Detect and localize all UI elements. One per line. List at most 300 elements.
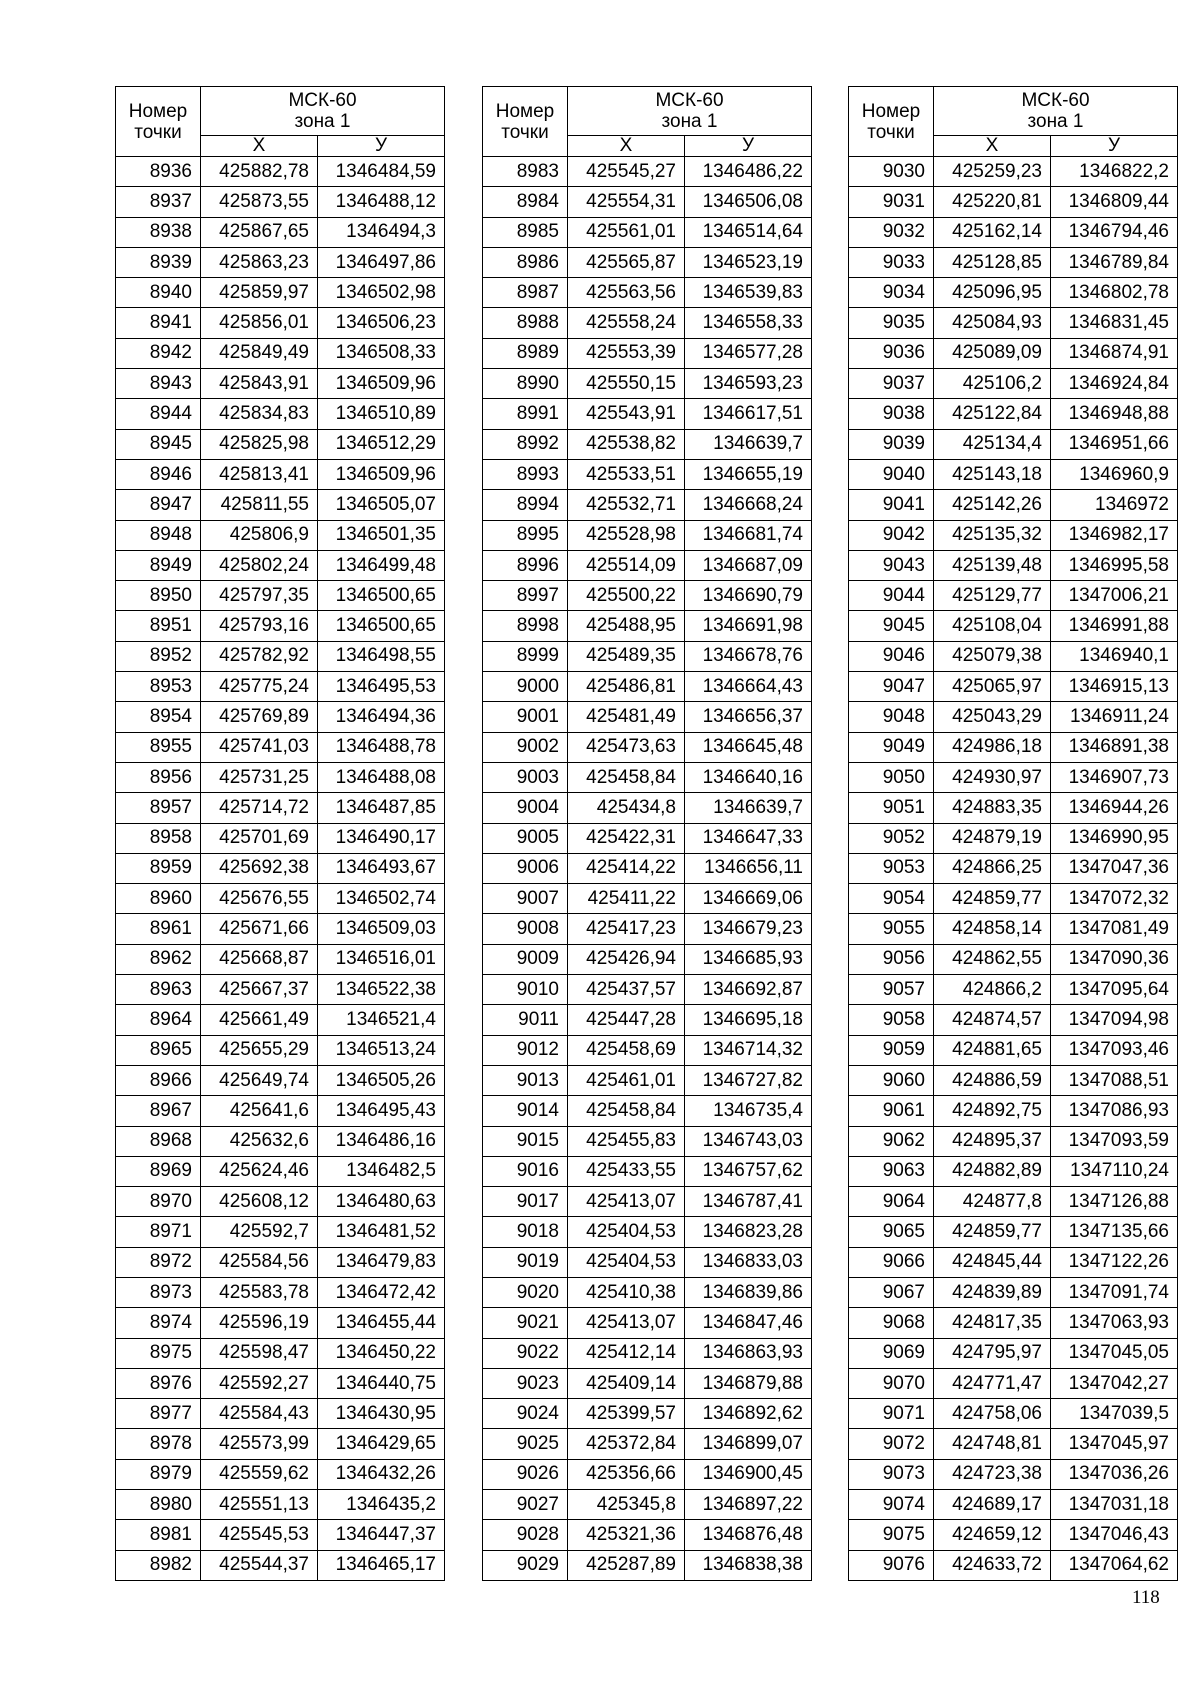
x-coordinate-cell: 425667,37	[201, 975, 318, 1005]
point-number-cell: 9012	[483, 1035, 568, 1065]
point-number-cell: 9008	[483, 914, 568, 944]
table-row	[116, 429, 445, 459]
y-coordinate-cell: 1346787,41	[685, 1187, 812, 1217]
y-coordinate-cell: 1346907,73	[1051, 762, 1178, 792]
x-coordinate-cell: 425561,01	[568, 217, 685, 247]
y-coordinate-cell: 1346645,48	[685, 732, 812, 762]
x-coordinate-cell: 425065,97	[934, 672, 1051, 702]
x-coordinate-cell: 424771,47	[934, 1368, 1051, 1398]
y-coordinate-cell: 1346498,55	[318, 641, 445, 671]
point-number-cell: 8961	[116, 914, 201, 944]
point-number-cell: 8965	[116, 1035, 201, 1065]
x-coordinate-cell: 425863,23	[201, 247, 318, 277]
table-row	[849, 1277, 1178, 1307]
y-coordinate-cell: 1346494,36	[318, 702, 445, 732]
point-number-cell: 9045	[849, 611, 934, 641]
point-number-header: Номер точки	[116, 87, 201, 157]
x-coordinate-cell: 425461,01	[568, 1065, 685, 1095]
x-coordinate-cell: 425731,25	[201, 762, 318, 792]
y-coordinate-cell: 1347042,27	[1051, 1368, 1178, 1398]
point-number-header: Номер точки	[849, 87, 934, 157]
y-coordinate-cell: 1346899,07	[685, 1429, 812, 1459]
point-number-cell: 9007	[483, 884, 568, 914]
y-coordinate-cell: 1346484,59	[318, 157, 445, 187]
table-row	[116, 1429, 445, 1459]
point-number-cell: 9005	[483, 823, 568, 853]
table-row	[483, 278, 812, 308]
table-row	[483, 884, 812, 914]
table-row	[849, 914, 1178, 944]
x-coordinate-cell: 425356,66	[568, 1459, 685, 1489]
table-row	[849, 369, 1178, 399]
y-coordinate-cell: 1346514,64	[685, 217, 812, 247]
y-coordinate-cell: 1346494,3	[318, 217, 445, 247]
table-row	[116, 308, 445, 338]
x-coordinate-cell: 425412,14	[568, 1338, 685, 1368]
point-number-cell: 8998	[483, 611, 568, 641]
x-coordinate-cell: 425793,16	[201, 611, 318, 641]
point-number-cell: 8994	[483, 490, 568, 520]
y-coordinate-cell: 1346647,33	[685, 823, 812, 853]
x-coordinate-cell: 425701,69	[201, 823, 318, 853]
table-row	[116, 338, 445, 368]
table-row	[116, 399, 445, 429]
table-row	[849, 1005, 1178, 1035]
y-coordinate-cell: 1346809,44	[1051, 187, 1178, 217]
y-coordinate-cell: 1346455,44	[318, 1308, 445, 1338]
x-coordinate-cell: 425849,49	[201, 338, 318, 368]
y-coordinate-cell: 1346502,74	[318, 884, 445, 914]
y-coordinate-cell: 1346695,18	[685, 1005, 812, 1035]
x-coordinate-cell: 425372,84	[568, 1429, 685, 1459]
y-coordinate-cell: 1346960,9	[1051, 459, 1178, 489]
x-coordinate-cell: 425411,22	[568, 884, 685, 914]
x-coordinate-cell: 425500,22	[568, 581, 685, 611]
table-row	[849, 157, 1178, 187]
point-number-cell: 8999	[483, 641, 568, 671]
y-header: У	[318, 136, 445, 157]
point-number-cell: 9000	[483, 672, 568, 702]
x-coordinate-cell: 425321,36	[568, 1520, 685, 1550]
table-row	[849, 490, 1178, 520]
x-coordinate-cell: 424883,35	[934, 793, 1051, 823]
table-row	[849, 1126, 1178, 1156]
y-coordinate-cell: 1346743,03	[685, 1126, 812, 1156]
point-number-cell: 9043	[849, 550, 934, 580]
y-coordinate-cell: 1347122,26	[1051, 1247, 1178, 1277]
table-row	[116, 1490, 445, 1520]
y-coordinate-cell: 1347072,32	[1051, 884, 1178, 914]
table-row	[849, 1368, 1178, 1398]
table-row	[483, 1459, 812, 1489]
table-row	[483, 459, 812, 489]
table-row	[116, 1520, 445, 1550]
x-coordinate-cell: 424633,72	[934, 1550, 1051, 1580]
table-row	[849, 1247, 1178, 1277]
table-row	[116, 823, 445, 853]
point-number-cell: 8958	[116, 823, 201, 853]
table-row	[483, 369, 812, 399]
y-coordinate-cell: 1346876,48	[685, 1520, 812, 1550]
x-coordinate-cell: 425106,2	[934, 369, 1051, 399]
point-number-cell: 8959	[116, 853, 201, 883]
point-number-cell: 9028	[483, 1520, 568, 1550]
y-coordinate-cell: 1346435,2	[318, 1490, 445, 1520]
x-coordinate-cell: 425559,62	[201, 1459, 318, 1489]
table-row	[116, 1217, 445, 1247]
x-coordinate-cell: 425489,35	[568, 641, 685, 671]
table-row	[849, 1399, 1178, 1429]
table-row	[116, 369, 445, 399]
table-row	[116, 157, 445, 187]
y-coordinate-cell: 1346506,23	[318, 308, 445, 338]
point-number-cell: 9072	[849, 1429, 934, 1459]
y-coordinate-cell: 1346802,78	[1051, 278, 1178, 308]
y-coordinate-cell: 1346521,4	[318, 1005, 445, 1035]
y-coordinate-cell: 1346951,66	[1051, 429, 1178, 459]
y-coordinate-cell: 1346839,86	[685, 1277, 812, 1307]
table-row	[849, 399, 1178, 429]
table-row	[483, 308, 812, 338]
table-row	[849, 459, 1178, 489]
point-number-cell: 9064	[849, 1187, 934, 1217]
table-row	[116, 278, 445, 308]
point-number-cell: 9060	[849, 1065, 934, 1095]
table-row	[116, 1247, 445, 1277]
x-coordinate-cell: 424689,17	[934, 1490, 1051, 1520]
x-coordinate-cell: 424881,65	[934, 1035, 1051, 1065]
point-number-cell: 9004	[483, 793, 568, 823]
y-coordinate-cell: 1346472,42	[318, 1277, 445, 1307]
x-coordinate-cell: 425856,01	[201, 308, 318, 338]
table-row	[483, 1156, 812, 1186]
table-row	[849, 1520, 1178, 1550]
table-row	[116, 490, 445, 520]
table-row	[483, 581, 812, 611]
x-coordinate-cell: 424858,14	[934, 914, 1051, 944]
point-number-cell: 8978	[116, 1429, 201, 1459]
x-coordinate-cell: 424895,37	[934, 1126, 1051, 1156]
x-coordinate-cell: 425592,27	[201, 1368, 318, 1398]
x-coordinate-cell: 425596,19	[201, 1308, 318, 1338]
y-coordinate-cell: 1346493,67	[318, 853, 445, 883]
x-coordinate-cell: 425655,29	[201, 1035, 318, 1065]
y-coordinate-cell: 1346488,08	[318, 762, 445, 792]
x-coordinate-cell: 424877,8	[934, 1187, 1051, 1217]
coordinates-table-3	[848, 86, 1178, 1581]
table-row	[849, 1308, 1178, 1338]
table-row	[116, 1126, 445, 1156]
x-coordinate-cell: 425641,6	[201, 1096, 318, 1126]
table-row	[849, 1338, 1178, 1368]
table-row	[483, 550, 812, 580]
x-coordinate-cell: 424845,44	[934, 1247, 1051, 1277]
y-coordinate-cell: 1346640,16	[685, 762, 812, 792]
table-row	[116, 1096, 445, 1126]
x-coordinate-cell: 425573,99	[201, 1429, 318, 1459]
point-number-cell: 9065	[849, 1217, 934, 1247]
y-coordinate-cell: 1346440,75	[318, 1368, 445, 1398]
table-row	[483, 1247, 812, 1277]
page-number: 118	[1132, 1587, 1160, 1608]
y-coordinate-cell: 1346486,22	[685, 157, 812, 187]
x-header: Х	[568, 136, 685, 157]
x-coordinate-cell: 425259,23	[934, 157, 1051, 187]
y-coordinate-cell: 1346479,83	[318, 1247, 445, 1277]
table-row	[483, 1005, 812, 1035]
y-coordinate-cell: 1347095,64	[1051, 975, 1178, 1005]
table-row	[849, 278, 1178, 308]
point-number-cell: 8941	[116, 308, 201, 338]
table-row	[849, 793, 1178, 823]
y-coordinate-cell: 1346944,26	[1051, 793, 1178, 823]
point-number-cell: 8968	[116, 1126, 201, 1156]
x-header: Х	[201, 136, 318, 157]
table-row	[849, 1187, 1178, 1217]
table-row	[483, 217, 812, 247]
y-coordinate-cell: 1347064,62	[1051, 1550, 1178, 1580]
x-coordinate-cell: 425143,18	[934, 459, 1051, 489]
point-number-cell: 9040	[849, 459, 934, 489]
point-number-cell: 9036	[849, 338, 934, 368]
point-number-cell: 8973	[116, 1277, 201, 1307]
y-coordinate-cell: 1347063,93	[1051, 1308, 1178, 1338]
y-coordinate-cell: 1346900,45	[685, 1459, 812, 1489]
x-coordinate-cell: 425782,92	[201, 641, 318, 671]
point-number-cell: 9054	[849, 884, 934, 914]
y-coordinate-cell: 1347093,46	[1051, 1035, 1178, 1065]
y-coordinate-cell: 1346495,53	[318, 672, 445, 702]
point-number-cell: 8975	[116, 1338, 201, 1368]
y-coordinate-cell: 1346655,19	[685, 459, 812, 489]
x-coordinate-cell: 425553,39	[568, 338, 685, 368]
y-coordinate-cell: 1346891,38	[1051, 732, 1178, 762]
x-coordinate-cell: 425843,91	[201, 369, 318, 399]
table-row	[849, 338, 1178, 368]
x-coordinate-cell: 425676,55	[201, 884, 318, 914]
table-row	[116, 1338, 445, 1368]
x-coordinate-cell: 425447,28	[568, 1005, 685, 1035]
table-row	[483, 1550, 812, 1580]
y-coordinate-cell: 1346995,58	[1051, 550, 1178, 580]
y-coordinate-cell: 1346656,11	[685, 853, 812, 883]
table-row	[116, 1005, 445, 1035]
point-number-cell: 8981	[116, 1520, 201, 1550]
x-coordinate-cell: 424866,25	[934, 853, 1051, 883]
x-coordinate-cell: 424723,38	[934, 1459, 1051, 1489]
point-number-cell: 8970	[116, 1187, 201, 1217]
point-number-cell: 9025	[483, 1429, 568, 1459]
x-coordinate-cell: 424859,77	[934, 1217, 1051, 1247]
table-row	[849, 884, 1178, 914]
point-number-cell: 9069	[849, 1338, 934, 1368]
point-number-cell: 9023	[483, 1368, 568, 1398]
point-number-cell: 8957	[116, 793, 201, 823]
point-number-cell: 9033	[849, 247, 934, 277]
x-coordinate-cell: 425543,91	[568, 399, 685, 429]
table-row	[483, 1399, 812, 1429]
y-coordinate-cell: 1346510,89	[318, 399, 445, 429]
table-row	[116, 1550, 445, 1580]
x-coordinate-cell: 425128,85	[934, 247, 1051, 277]
table-row	[483, 157, 812, 187]
table-row	[483, 1429, 812, 1459]
x-coordinate-cell: 425410,38	[568, 1277, 685, 1307]
x-coordinate-cell: 425550,15	[568, 369, 685, 399]
table-row	[849, 1035, 1178, 1065]
y-coordinate-cell: 1346539,83	[685, 278, 812, 308]
x-coordinate-cell: 424874,57	[934, 1005, 1051, 1035]
point-number-cell: 8997	[483, 581, 568, 611]
x-coordinate-cell: 425545,53	[201, 1520, 318, 1550]
table-row	[849, 581, 1178, 611]
x-coordinate-cell: 424659,12	[934, 1520, 1051, 1550]
table-row	[849, 672, 1178, 702]
point-number-cell: 9021	[483, 1308, 568, 1338]
point-number-cell: 9070	[849, 1368, 934, 1398]
table-row	[483, 338, 812, 368]
point-number-cell: 8971	[116, 1217, 201, 1247]
x-coordinate-cell: 425514,09	[568, 550, 685, 580]
x-coordinate-cell: 425563,56	[568, 278, 685, 308]
x-coordinate-cell: 425806,9	[201, 520, 318, 550]
x-coordinate-cell: 425538,82	[568, 429, 685, 459]
point-number-cell: 8953	[116, 672, 201, 702]
point-number-cell: 8942	[116, 338, 201, 368]
table-row	[116, 217, 445, 247]
point-number-cell: 9024	[483, 1399, 568, 1429]
table-row	[483, 1490, 812, 1520]
point-number-cell: 8974	[116, 1308, 201, 1338]
point-number-cell: 9042	[849, 520, 934, 550]
y-coordinate-cell: 1346497,86	[318, 247, 445, 277]
x-coordinate-cell: 425608,12	[201, 1187, 318, 1217]
coordinate-system-header: МСК-60 зона 1	[201, 87, 445, 136]
coordinates-table-1	[115, 86, 445, 1581]
point-number-cell: 8992	[483, 429, 568, 459]
table-row	[849, 611, 1178, 641]
table-row	[483, 641, 812, 671]
y-coordinate-cell: 1347036,26	[1051, 1459, 1178, 1489]
y-coordinate-cell: 1346911,24	[1051, 702, 1178, 732]
y-coordinate-cell: 1346509,03	[318, 914, 445, 944]
point-number-cell: 9006	[483, 853, 568, 883]
point-number-cell: 8991	[483, 399, 568, 429]
table-row	[483, 975, 812, 1005]
point-number-cell: 8980	[116, 1490, 201, 1520]
point-number-cell: 8950	[116, 581, 201, 611]
point-number-cell: 9062	[849, 1126, 934, 1156]
table-row	[849, 1490, 1178, 1520]
x-coordinate-cell: 425533,51	[568, 459, 685, 489]
point-number-cell: 8940	[116, 278, 201, 308]
table-row	[116, 1459, 445, 1489]
point-number-cell: 9020	[483, 1277, 568, 1307]
y-coordinate-cell: 1346482,5	[318, 1156, 445, 1186]
point-number-cell: 8937	[116, 187, 201, 217]
x-coordinate-cell: 425162,14	[934, 217, 1051, 247]
point-number-cell: 9011	[483, 1005, 568, 1035]
y-coordinate-cell: 1346506,08	[685, 187, 812, 217]
y-coordinate-cell: 1346480,63	[318, 1187, 445, 1217]
y-coordinate-cell: 1346948,88	[1051, 399, 1178, 429]
y-coordinate-cell: 1346847,46	[685, 1308, 812, 1338]
x-coordinate-cell: 425632,6	[201, 1126, 318, 1156]
x-coordinate-cell: 425554,31	[568, 187, 685, 217]
x-coordinate-cell: 424859,77	[934, 884, 1051, 914]
x-coordinate-cell: 425545,27	[568, 157, 685, 187]
y-coordinate-cell: 1346685,93	[685, 944, 812, 974]
point-number-cell: 8969	[116, 1156, 201, 1186]
point-number-cell: 9051	[849, 793, 934, 823]
x-coordinate-cell: 425668,87	[201, 944, 318, 974]
y-coordinate-cell: 1346897,22	[685, 1490, 812, 1520]
y-coordinate-cell: 1346639,7	[685, 793, 812, 823]
table-row	[116, 975, 445, 1005]
y-coordinate-cell: 1346432,26	[318, 1459, 445, 1489]
x-coordinate-cell: 425458,84	[568, 1096, 685, 1126]
x-coordinate-cell: 425592,7	[201, 1217, 318, 1247]
y-coordinate-cell: 1346500,65	[318, 581, 445, 611]
y-coordinate-cell: 1346915,13	[1051, 672, 1178, 702]
point-number-cell: 8993	[483, 459, 568, 489]
y-coordinate-cell: 1347047,36	[1051, 853, 1178, 883]
table-row	[849, 762, 1178, 792]
x-coordinate-cell: 425661,49	[201, 1005, 318, 1035]
table-row	[849, 1217, 1178, 1247]
table-row	[116, 641, 445, 671]
point-number-cell: 9026	[483, 1459, 568, 1489]
point-number-cell: 8967	[116, 1096, 201, 1126]
coordinate-system-header: МСК-60 зона 1	[934, 87, 1178, 136]
table-row	[116, 1399, 445, 1429]
point-number-cell: 8960	[116, 884, 201, 914]
y-coordinate-cell: 1347091,74	[1051, 1277, 1178, 1307]
point-number-cell: 8989	[483, 338, 568, 368]
table-row	[483, 702, 812, 732]
y-coordinate-cell: 1346924,84	[1051, 369, 1178, 399]
point-number-cell: 9058	[849, 1005, 934, 1035]
table-row	[116, 1156, 445, 1186]
x-coordinate-cell: 424879,19	[934, 823, 1051, 853]
table-row	[116, 793, 445, 823]
x-coordinate-cell: 425671,66	[201, 914, 318, 944]
point-number-cell: 9031	[849, 187, 934, 217]
point-number-cell: 9044	[849, 581, 934, 611]
table-row	[483, 1277, 812, 1307]
table-row	[849, 1096, 1178, 1126]
x-coordinate-cell: 425486,81	[568, 672, 685, 702]
point-number-cell: 8955	[116, 732, 201, 762]
y-coordinate-cell: 1347135,66	[1051, 1217, 1178, 1247]
y-coordinate-cell: 1346501,35	[318, 520, 445, 550]
point-number-cell: 9001	[483, 702, 568, 732]
x-coordinate-cell: 425769,89	[201, 702, 318, 732]
y-coordinate-cell: 1347090,36	[1051, 944, 1178, 974]
point-number-cell: 8988	[483, 308, 568, 338]
table-row	[483, 399, 812, 429]
y-coordinate-cell: 1346429,65	[318, 1429, 445, 1459]
point-number-cell: 9029	[483, 1550, 568, 1580]
x-coordinate-cell: 424930,97	[934, 762, 1051, 792]
point-number-cell: 9014	[483, 1096, 568, 1126]
point-number-cell: 8996	[483, 550, 568, 580]
point-number-cell: 9035	[849, 308, 934, 338]
table-row	[849, 1065, 1178, 1095]
point-number-cell: 8936	[116, 157, 201, 187]
y-coordinate-cell: 1346687,09	[685, 550, 812, 580]
x-coordinate-cell: 425404,53	[568, 1217, 685, 1247]
